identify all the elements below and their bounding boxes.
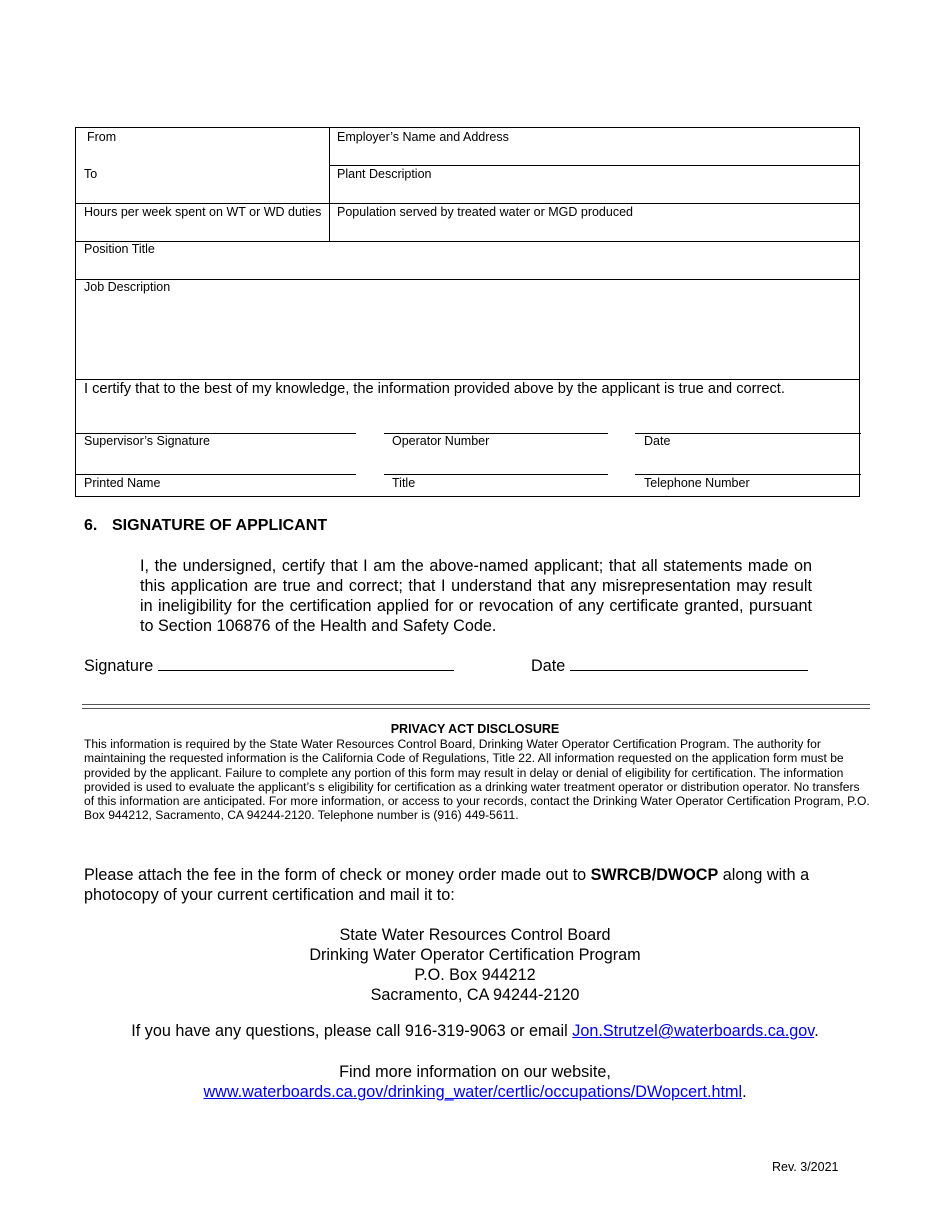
website-intro: Find more information on our website, bbox=[339, 1063, 611, 1081]
address-line-3: P.O. Box 944212 bbox=[414, 966, 536, 984]
contact-text: If you have any questions, please call 916-319-9063 or email bbox=[131, 1022, 573, 1040]
operator-number-label: Operator Number bbox=[392, 434, 490, 448]
privacy-disclosure-text: This information is required by the State Water Resources Control Board, Drinking Water Operator Certification Program. The authority for maintaining the requested information is the California Code of Regulations, Title 22. All information requested on the application form must be provided by the applicant. Failure to complete any portion of this form may result in delay or denial of eligibility for certification. The information provided is used to evaluate the applicant’s s eligibility for certification as a drinking water treatment operator or distribution operator. No transfers of this information are anticipated. For more information, or access to your records, contact the Drinking Water Operator Certification Program, P.O. Box 944212, Sacramento, CA 94244-2120. Telephone number is (916) 449-5611. bbox=[84, 737, 870, 823]
website-link[interactable]: www.waterboards.ca.gov/drinking_water/certlic/occupations/DWopcert.html bbox=[203, 1083, 743, 1101]
applicant-signature-line[interactable] bbox=[158, 654, 454, 671]
applicant-signature-field bbox=[84, 654, 454, 676]
title-label: Title bbox=[392, 476, 416, 490]
fee-payee: SWRCB/DWOCP bbox=[590, 866, 719, 884]
section-6-heading bbox=[84, 517, 327, 535]
row-divider bbox=[76, 241, 859, 242]
revision-date: Rev. 3/2021 bbox=[772, 1160, 839, 1174]
printed-name-label: Printed Name bbox=[84, 476, 161, 490]
address-line-1: State Water Resources Control Board bbox=[339, 926, 611, 944]
population-served-label: Population served by treated water or MGD produced bbox=[337, 205, 633, 219]
title-line[interactable] bbox=[384, 474, 608, 475]
supervisor-certification-statement: I certify that to the best of my knowledge, the information provided above by the applicant is true and correct. bbox=[84, 381, 785, 397]
contact-period: . bbox=[814, 1022, 819, 1040]
website-line bbox=[0, 1082, 950, 1102]
fee-instructions bbox=[84, 865, 874, 905]
mailing-address bbox=[0, 925, 950, 1005]
contact-email-link[interactable]: Jon.Strutzel@waterboards.ca.gov bbox=[572, 1022, 815, 1040]
employer-field-label: Employer’s Name and Address bbox=[337, 130, 509, 144]
double-rule-divider bbox=[82, 704, 870, 709]
website-info bbox=[0, 1062, 950, 1102]
row-divider bbox=[76, 379, 859, 380]
position-title-label: Position Title bbox=[84, 242, 155, 256]
fee-instructions-start: Please attach the fee in the form of check or money order made out to bbox=[84, 866, 591, 884]
row-divider bbox=[329, 165, 859, 166]
applicant-date-label: Date bbox=[531, 657, 566, 675]
section-title: SIGNATURE OF APPLICANT bbox=[112, 517, 328, 534]
to-field-label: To bbox=[84, 167, 98, 181]
hours-per-week-label: Hours per week spent on WT or WD duties bbox=[84, 205, 322, 219]
column-divider bbox=[329, 128, 330, 241]
row-divider bbox=[76, 279, 859, 280]
privacy-disclosure-title: PRIVACY ACT DISCLOSURE bbox=[390, 722, 560, 736]
employment-verification-table bbox=[75, 127, 860, 497]
supervisor-date-label: Date bbox=[644, 434, 671, 448]
applicant-signature-label: Signature bbox=[84, 657, 154, 675]
printed-name-line[interactable] bbox=[76, 474, 356, 475]
plant-description-label: Plant Description bbox=[337, 167, 432, 181]
applicant-date-field bbox=[531, 654, 808, 676]
fee-instructions-end: along with a photocopy of your current certification and mail it to: bbox=[84, 866, 810, 904]
website-period: . bbox=[742, 1083, 747, 1101]
applicant-date-line[interactable] bbox=[570, 654, 808, 671]
job-description-label: Job Description bbox=[84, 280, 171, 294]
applicant-certification-statement: I, the undersigned, certify that I am the above-named applicant; that all statements made on this application are true and correct; that I understand that any misrepresentation may result in ineligibility for the certification applied for or revocation of any certificate granted, pursuant to Section 106876 of the Health and Safety Code. bbox=[140, 557, 812, 635]
contact-line bbox=[0, 1022, 950, 1041]
row-divider bbox=[76, 203, 859, 204]
supervisor-signature-label: Supervisor’s Signature bbox=[84, 434, 210, 448]
telephone-number-label: Telephone Number bbox=[644, 476, 750, 490]
section-number: 6. bbox=[84, 517, 98, 534]
address-line-2: Drinking Water Operator Certification Program bbox=[309, 946, 641, 964]
from-field-label: From bbox=[87, 130, 117, 144]
telephone-line[interactable] bbox=[635, 474, 861, 475]
address-line-4: Sacramento, CA 94244-2120 bbox=[370, 986, 580, 1004]
